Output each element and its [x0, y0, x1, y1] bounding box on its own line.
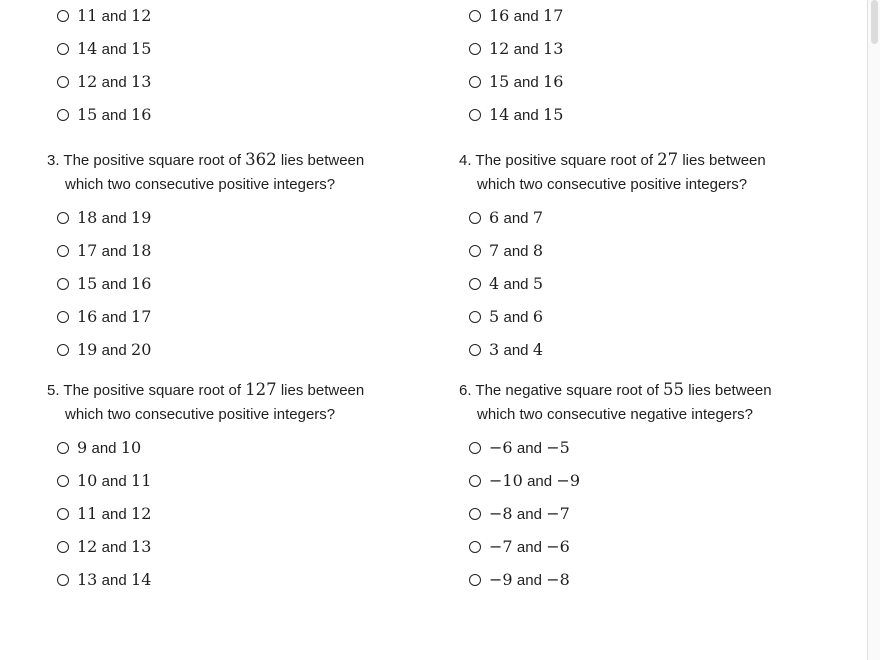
radicand-number: 362: [245, 150, 277, 169]
option-radio[interactable]: [47, 464, 427, 497]
question-5: [47, 378, 427, 596]
radio-circle-icon[interactable]: [57, 574, 69, 586]
question-1: [47, 0, 427, 131]
radio-circle-icon[interactable]: [469, 109, 481, 121]
question-stem: 3. The positive square root of 362 lies between which two consecutive positive integers?: [47, 150, 365, 193]
options-list: [47, 0, 427, 131]
option-label: −10 and −9: [489, 470, 581, 490]
option-label: 12 and 13: [77, 71, 152, 91]
option-label: 6 and 7: [489, 207, 544, 227]
radio-circle-icon[interactable]: [57, 43, 69, 55]
option-label: 14 and 15: [489, 104, 564, 124]
option-label: 16 and 17: [77, 306, 152, 326]
option-radio[interactable]: [459, 300, 839, 333]
radio-circle-icon[interactable]: [469, 442, 481, 454]
radio-circle-icon[interactable]: [57, 245, 69, 257]
option-label: 11 and 12: [77, 503, 152, 523]
radio-circle-icon[interactable]: [57, 212, 69, 224]
option-radio[interactable]: [459, 267, 839, 300]
option-label: 19 and 20: [77, 339, 152, 359]
radio-circle-icon[interactable]: [57, 76, 69, 88]
radicand-number: 127: [245, 380, 277, 399]
option-radio[interactable]: [459, 530, 839, 563]
radio-circle-icon[interactable]: [57, 508, 69, 520]
option-label: −9 and −8: [489, 569, 570, 589]
question-2: [459, 0, 839, 131]
question-stem: 4. The positive square root of 27 lies between which two consecutive positive integers?: [459, 150, 766, 193]
options-list: [459, 431, 839, 596]
radio-circle-icon[interactable]: [469, 43, 481, 55]
radicand-number: 55: [663, 380, 685, 399]
option-label: 9 and 10: [77, 437, 142, 457]
option-label: 7 and 8: [489, 240, 544, 260]
option-radio[interactable]: [47, 32, 427, 65]
option-radio[interactable]: [459, 65, 839, 98]
radio-circle-icon[interactable]: [57, 442, 69, 454]
option-radio[interactable]: [459, 32, 839, 65]
radio-circle-icon[interactable]: [469, 475, 481, 487]
radio-circle-icon[interactable]: [57, 311, 69, 323]
option-label: 14 and 15: [77, 38, 152, 58]
option-radio[interactable]: [47, 333, 427, 366]
radio-circle-icon[interactable]: [469, 541, 481, 553]
scrollbar-thumb[interactable]: [871, 0, 878, 44]
radio-circle-icon[interactable]: [57, 109, 69, 121]
radio-circle-icon[interactable]: [469, 245, 481, 257]
radio-circle-icon[interactable]: [57, 10, 69, 22]
option-radio[interactable]: [47, 431, 427, 464]
option-label: 15 and 16: [77, 273, 152, 293]
option-label: 15 and 16: [77, 104, 152, 124]
options-list: [459, 0, 839, 131]
option-label: 12 and 13: [77, 536, 152, 556]
option-label: 12 and 13: [489, 38, 564, 58]
option-radio[interactable]: [47, 201, 427, 234]
option-radio[interactable]: [47, 300, 427, 333]
option-label: −7 and −6: [489, 536, 570, 556]
radio-circle-icon[interactable]: [57, 344, 69, 356]
options-list: [47, 431, 427, 596]
option-label: 18 and 19: [77, 207, 152, 227]
option-radio[interactable]: [459, 201, 839, 234]
question-4: [459, 148, 839, 366]
option-radio[interactable]: [459, 431, 839, 464]
option-label: 13 and 14: [77, 569, 152, 589]
radio-circle-icon[interactable]: [469, 508, 481, 520]
option-radio[interactable]: [459, 464, 839, 497]
option-radio[interactable]: [47, 267, 427, 300]
option-label: 4 and 5: [489, 273, 544, 293]
option-label: 17 and 18: [77, 240, 152, 260]
option-label: 10 and 11: [77, 470, 152, 490]
option-label: 15 and 16: [489, 71, 564, 91]
option-label: 3 and 4: [489, 339, 544, 359]
option-radio[interactable]: [47, 497, 427, 530]
radio-circle-icon[interactable]: [469, 344, 481, 356]
option-label: 11 and 12: [77, 5, 152, 25]
options-list: [459, 201, 839, 366]
option-label: 16 and 17: [489, 5, 564, 25]
radio-circle-icon[interactable]: [57, 475, 69, 487]
question-6: [459, 378, 839, 596]
option-label: 5 and 6: [489, 306, 544, 326]
option-radio[interactable]: [47, 234, 427, 267]
vertical-scrollbar[interactable]: [867, 0, 880, 660]
radicand-number: 27: [657, 150, 679, 169]
option-radio[interactable]: [459, 234, 839, 267]
radio-circle-icon[interactable]: [469, 574, 481, 586]
option-radio[interactable]: [459, 497, 839, 530]
radio-circle-icon[interactable]: [57, 541, 69, 553]
radio-circle-icon[interactable]: [469, 212, 481, 224]
option-radio[interactable]: [47, 530, 427, 563]
option-label: −6 and −5: [489, 437, 570, 457]
options-list: [47, 201, 427, 366]
option-label: −8 and −7: [489, 503, 570, 523]
option-radio[interactable]: [47, 65, 427, 98]
option-radio[interactable]: [459, 0, 839, 32]
option-radio[interactable]: [459, 98, 839, 131]
radio-circle-icon[interactable]: [469, 311, 481, 323]
option-radio[interactable]: [47, 563, 427, 596]
radio-circle-icon[interactable]: [469, 278, 481, 290]
option-radio[interactable]: [459, 333, 839, 366]
radio-circle-icon[interactable]: [469, 10, 481, 22]
question-stem: 6. The negative square root of 55 lies between which two consecutive negative integers?: [459, 380, 772, 423]
question-3: [47, 148, 427, 366]
radio-circle-icon[interactable]: [57, 278, 69, 290]
question-stem: 5. The positive square root of 127 lies between which two consecutive positive integers?: [47, 380, 365, 423]
option-radio[interactable]: [47, 98, 427, 131]
option-radio[interactable]: [47, 0, 427, 32]
option-radio[interactable]: [459, 563, 839, 596]
radio-circle-icon[interactable]: [469, 76, 481, 88]
